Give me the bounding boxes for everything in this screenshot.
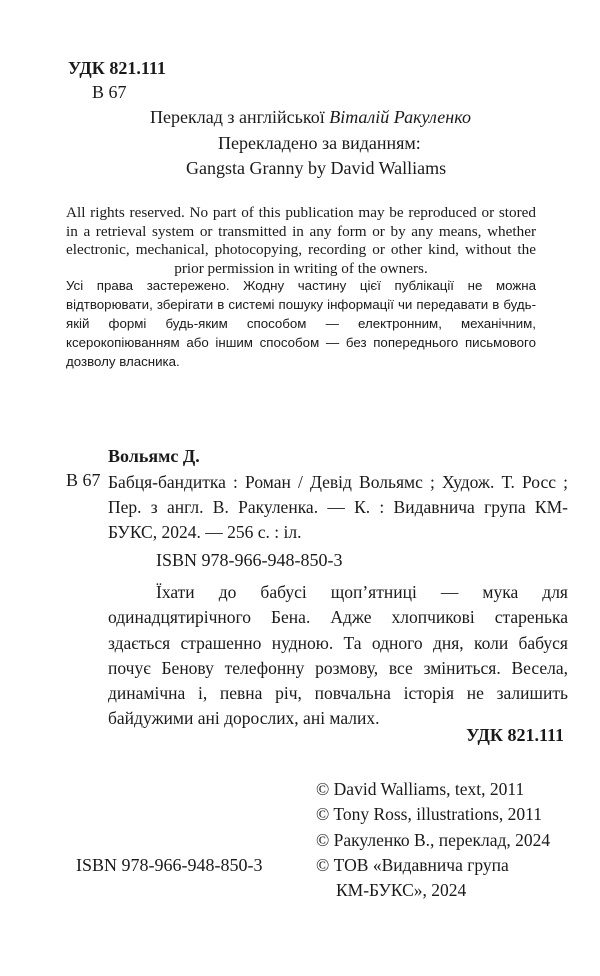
udk-code-bottom: УДК 821.111 [466, 725, 564, 745]
isbn-bottom: ISBN 978-966-948-850-3 [76, 855, 263, 875]
catalog-description: Бабця-бандитка : Роман / Девід Вольямс ; Худож. Т. Росс ; Пер. з англ. В. Ракуленка. — К. : Видавнича група КМ-БУКС, 2024. — 256 с. : іл. [108, 472, 568, 542]
catalog-author: Вольямс Д. [108, 446, 200, 466]
rights-ukrainian: Усі права застережено. Жодну частину цієї публікації не можна відтворювати, зберігати в системі пошуку інформації чи передавати в будь-якій формі будь-яким способом — електронним, механічним, ксерокопіюванням або іншим способом — без попереднього письмового дозволу власника. [66, 278, 536, 369]
catalog-author-mark: В 67 [66, 470, 101, 490]
copyright-block [316, 777, 550, 903]
translation-credit [150, 107, 471, 128]
translation-prefix: Переклад з англійської [150, 107, 330, 127]
author-mark-top: В 67 [92, 82, 127, 102]
copyright-line: КМ-БУКС», 2024 [336, 880, 467, 901]
catalog-isbn: ISBN 978-966-948-850-3 [156, 550, 343, 570]
copyright-line: © ТОВ «Видавнича група [316, 854, 509, 875]
copyright-line: © Tony Ross, illustrations, 2011 [316, 804, 542, 825]
copyright-line: © David Walliams, text, 2011 [316, 779, 525, 799]
copyright-line: © Ракуленко В., переклад, 2024 [316, 829, 551, 850]
udk-code-top: УДК 821.111 [68, 58, 166, 78]
translator-name: Віталій Ракуленко [329, 107, 471, 127]
rights-english: All rights reserved. No part of this publication may be reproduced or stored in a retrieval system or transmitted in any form or by any means, whether electronic, mechanical, photocopying, recording or other kind, without the prior permission in writing of the owners. [66, 204, 536, 277]
original-title: Gangsta Granny by David Walliams [186, 158, 447, 178]
translated-from-label: Перекладено за виданням: [218, 133, 421, 153]
annotation-text: Їхати до бабусі щоп’ятниці — мука для одинадцятирічного Бена. Адже хлопчикові старенька здається страшенно нудною. Та одного дня, коли бабуся почує Бенову телефонну розмову, все зміниться. Весела, динамічна і, певна річ, повчальна історія не залишить байдужими ані дорослих, ані малих. [108, 582, 568, 729]
